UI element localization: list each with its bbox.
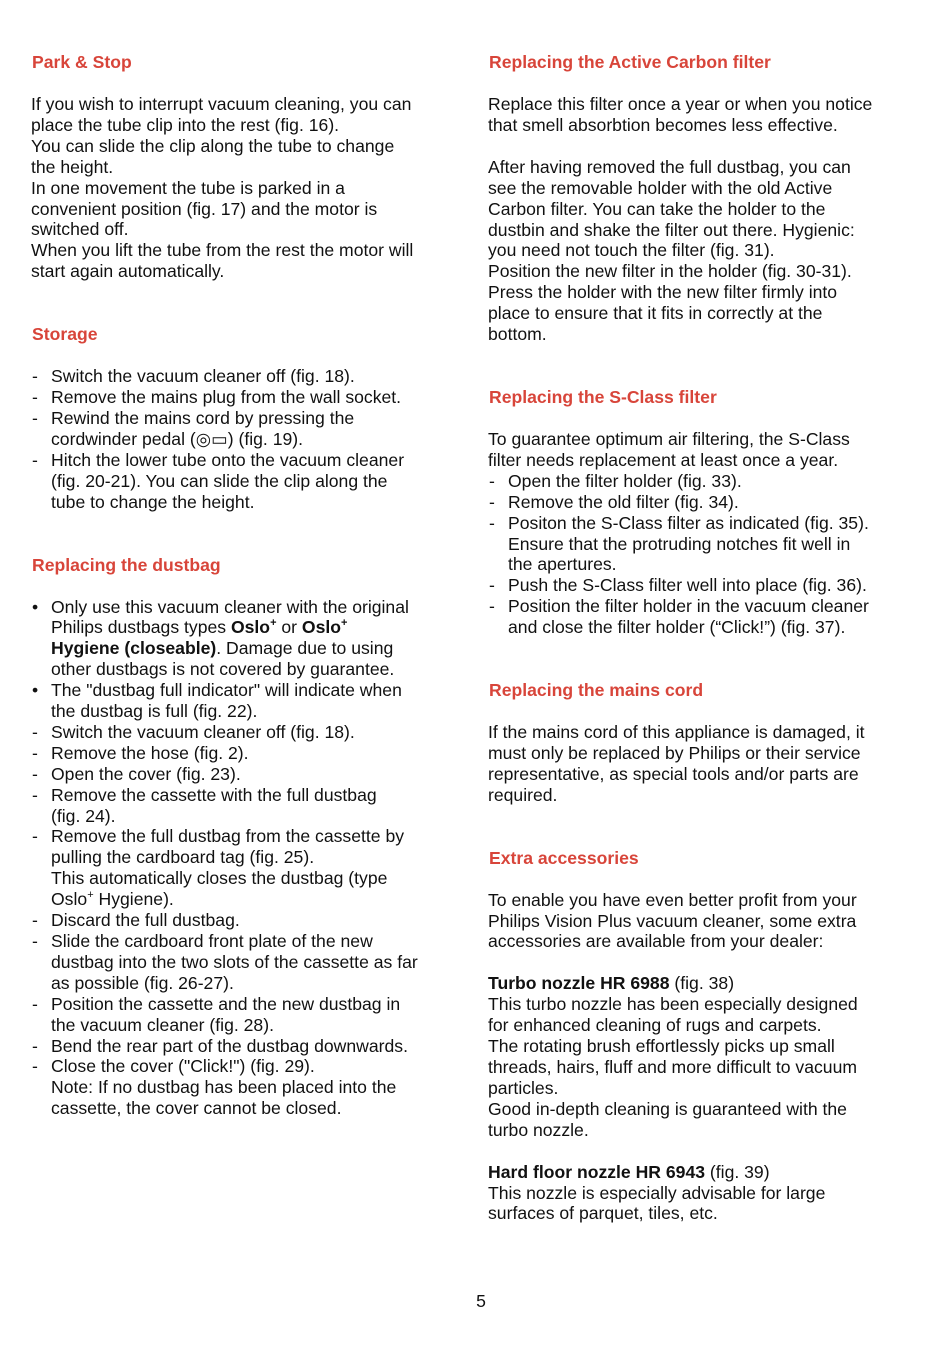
text-line: In one movement the tube is parked in a: [31, 177, 345, 198]
dash-marker: -: [32, 993, 38, 1014]
list-item: [31, 764, 451, 785]
superscript: +: [87, 889, 94, 902]
text-line: and close the filter holder (“Click!”) (fig. 37).: [508, 617, 846, 638]
text-line: (fig. 20-21). You can slide the clip along the: [51, 470, 388, 491]
text-line: Good in-depth cleaning is guaranteed with the: [488, 1098, 847, 1119]
list-item: [31, 722, 451, 743]
text-line: After having removed the full dustbag, you can: [488, 156, 851, 177]
extra-accessories-text: [488, 890, 913, 1225]
text-line: [51, 638, 451, 659]
text-line: Position the cassette and the new dustbag in: [51, 993, 401, 1014]
hard-floor-nozzle-title: [488, 1162, 913, 1183]
text-line: [51, 889, 451, 910]
dash-marker: -: [32, 407, 38, 428]
dash-marker: -: [32, 931, 38, 951]
text-line: threads, hairs, fluff and more difficult to vacuum: [488, 1057, 858, 1077]
text-line: Remove the old filter (fig. 34).: [508, 491, 739, 512]
text-line: Press the holder with the new filter firmly into: [488, 282, 838, 303]
text-line: the vacuum cleaner (fig. 28).: [51, 1014, 274, 1035]
text-line: [51, 617, 451, 638]
text-line: The "dustbag full indicator" will indicate when: [51, 680, 402, 701]
list-item: [31, 994, 451, 1036]
superscript: +: [341, 617, 348, 630]
text-line: To enable you have even better profit from your: [488, 889, 857, 910]
text-span: (fig. 38): [669, 973, 735, 994]
text-span: or: [276, 617, 302, 638]
list-item: [31, 785, 451, 827]
text-line: the dustbag is full (fig. 22).: [51, 701, 258, 722]
dash-marker: -: [489, 470, 495, 491]
text-line: Only use this vacuum cleaner with the original: [51, 596, 409, 617]
product-name: Hard floor nozzle HR 6943: [488, 1161, 706, 1182]
carbon-filter-heading: Replacing the Active Carbon filter: [489, 52, 771, 72]
dash-marker: -: [32, 742, 38, 763]
dash-marker: -: [489, 575, 495, 596]
text-line: Hitch the lower tube onto the vacuum cleaner: [51, 449, 405, 470]
text-line: Open the filter holder (fig. 33).: [508, 470, 742, 491]
list-item: [31, 387, 451, 408]
text-line: accessories are available from your dealer:: [488, 931, 824, 952]
text-line: If you wish to interrupt vacuum cleaning, you can: [31, 94, 412, 114]
list-item: [31, 1036, 451, 1057]
text-line: This automatically closes the dustbag (type: [51, 868, 388, 889]
carbon-filter-text: [488, 94, 913, 345]
text-line: Push the S-Class filter well into place (fig. 36).: [508, 575, 867, 596]
text-line: start again automatically.: [31, 261, 225, 282]
text-line: the height.: [31, 156, 114, 177]
dash-marker: -: [32, 449, 38, 470]
text-line: place to ensure that it fits in correctly at the: [488, 303, 823, 324]
text-line: Replace this filter once a year or when you notice: [488, 94, 873, 114]
dash-marker: -: [32, 387, 38, 408]
sclass-filter-heading: Replacing the S-Class filter: [489, 386, 717, 407]
text-span: cordwinder pedal (: [51, 428, 196, 449]
text-span: . Damage due to using: [216, 638, 394, 659]
dash-marker: -: [32, 366, 38, 387]
list-item: [488, 513, 913, 576]
text-line: Open the cover (fig. 23).: [51, 763, 241, 784]
text-line: other dustbags is not covered by guarantee.: [51, 659, 395, 680]
text-line: turbo nozzle.: [488, 1119, 589, 1140]
mains-cord-heading: Replacing the mains cord: [489, 680, 704, 701]
list-item: [488, 492, 913, 513]
text-line: Remove the full dustbag from the cassette by: [51, 826, 405, 847]
dustbag-heading: Replacing the dustbag: [32, 554, 221, 575]
text-line: Remove the mains plug from the wall socket.: [51, 387, 402, 408]
text-line: This turbo nozzle has been especially designed: [488, 994, 858, 1015]
text-line: cassette, the cover cannot be closed.: [51, 1098, 342, 1119]
list-item: [488, 575, 913, 596]
text-line: pulling the cardboard tag (fig. 25).: [51, 847, 315, 868]
text-line: for enhanced cleaning of rugs and carpets.: [488, 1015, 822, 1036]
text-span: Oslo: [51, 889, 88, 910]
text-line: (fig. 24).: [51, 805, 116, 826]
list-item: [31, 680, 451, 722]
text-span: (fig. 39): [705, 1161, 770, 1182]
list-item: [31, 743, 451, 764]
storage-list: [31, 366, 451, 512]
text-line: see the removable holder with the old Active: [488, 177, 833, 198]
page-number: 5: [476, 1291, 486, 1311]
extra-accessories-heading: Extra accessories: [489, 847, 639, 868]
text-line: filter needs replacement at least once a year.: [488, 449, 839, 470]
product-name: Turbo nozzle HR 6988: [488, 973, 670, 994]
text-line: Carbon filter. You can take the holder to the: [488, 198, 826, 219]
storage-heading: Storage: [32, 324, 98, 345]
text-line: Bend the rear part of the dustbag downwards.: [51, 1035, 408, 1056]
text-line: Remove the cassette with the full dustbag: [51, 784, 377, 805]
text-line: When you lift the tube from the rest the motor will: [31, 240, 414, 261]
text-line: that smell absorbtion becomes less effective.: [488, 114, 838, 135]
list-item: [31, 931, 451, 994]
text-line: must only be replaced by Philips or their service: [488, 742, 861, 763]
text-line: Rewind the mains cord by pressing the: [51, 407, 355, 428]
turbo-nozzle-title: [488, 973, 913, 994]
list-item: [31, 910, 451, 931]
text-line: You can slide the clip along the tube to change: [31, 135, 395, 156]
text-line: This nozzle is especially advisable for large: [488, 1182, 826, 1203]
text-line: [51, 429, 451, 450]
text-line: dustbag into the two slots of the cassette as far: [51, 951, 418, 972]
bullet-marker: •: [32, 596, 39, 617]
text-line: Ensure that the protruding notches fit well in: [508, 533, 851, 554]
sclass-filter-text: [488, 429, 913, 638]
list-item: [31, 450, 451, 513]
text-line: To guarantee optimum air filtering, the S-Class: [488, 428, 850, 449]
text-line: switched off.: [31, 219, 129, 240]
dash-marker: -: [32, 1035, 38, 1056]
text-line: you need not touch the filter (fig. 31).: [488, 240, 775, 261]
dash-marker: -: [32, 826, 38, 847]
park-stop-heading: Park & Stop: [32, 52, 132, 72]
text-line: Philips Vision Plus vacuum cleaner, some extra: [488, 910, 857, 931]
text-line: surfaces of parquet, tiles, etc.: [488, 1203, 718, 1224]
cordwinder-pedal-icon: ◎▭: [195, 428, 228, 449]
text-line: Switch the vacuum cleaner off (fig. 18).: [51, 366, 355, 387]
text-line: Switch the vacuum cleaner off (fig. 18).: [51, 721, 355, 742]
text-span: Hygiene).: [93, 889, 174, 910]
dash-marker: -: [489, 491, 495, 512]
list-item: [488, 596, 913, 638]
text-line: Discard the full dustbag.: [51, 910, 240, 931]
list-item: [31, 366, 451, 387]
text-line: required.: [488, 784, 558, 805]
dash-marker: -: [489, 596, 495, 617]
right-column: [488, 52, 913, 1224]
dustbag-list: [31, 597, 451, 1120]
dash-marker: -: [32, 1056, 38, 1077]
list-item: [31, 408, 451, 450]
left-column: [31, 52, 451, 1119]
text-line: as possible (fig. 26-27).: [51, 972, 234, 993]
product-name: Hygiene (closeable): [51, 638, 217, 659]
mains-cord-text: [488, 722, 913, 806]
park-stop-text: [31, 94, 451, 282]
text-line: Close the cover ("Click!") (fig. 29).: [51, 1056, 315, 1077]
list-item: [31, 826, 451, 910]
text-line: representative, as special tools and/or parts are: [488, 763, 859, 784]
text-line: Position the new filter in the holder (fig. 30-31).: [488, 261, 852, 282]
text-line: particles.: [488, 1077, 559, 1098]
list-item: [488, 471, 913, 492]
dash-marker: -: [32, 910, 38, 931]
dash-marker: -: [489, 512, 495, 533]
text-line: Remove the hose (fig. 2).: [51, 742, 249, 763]
text-line: Slide the cardboard front plate of the new: [51, 931, 373, 951]
list-item: [31, 597, 451, 681]
text-span: ) (fig. 19).: [227, 428, 304, 449]
text-line: Positon the S-Class filter as indicated (fig. 35).: [508, 512, 869, 533]
dash-marker: -: [32, 784, 38, 805]
product-name: Oslo: [301, 617, 342, 638]
text-line: Position the filter holder in the vacuum cleaner: [508, 596, 869, 617]
text-line: place the tube clip into the rest (fig. 16).: [31, 114, 340, 135]
text-line: tube to change the height.: [51, 491, 255, 512]
dash-marker: -: [32, 721, 38, 742]
text-span: Philips dustbags types: [51, 617, 231, 638]
text-line: Note: If no dustbag has been placed into the: [51, 1077, 397, 1098]
superscript: +: [270, 617, 277, 630]
text-line: dustbin and shake the filter out there. Hygienic:: [488, 219, 855, 240]
bullet-marker: •: [32, 680, 39, 701]
product-name: Oslo: [230, 617, 271, 638]
text-line: the apertures.: [508, 554, 617, 575]
list-item: [31, 1056, 451, 1119]
text-line: The rotating brush effortlessly picks up small: [488, 1036, 835, 1057]
text-line: bottom.: [488, 324, 547, 345]
dash-marker: -: [32, 763, 38, 784]
text-line: If the mains cord of this appliance is damaged, it: [488, 722, 865, 743]
text-line: convenient position (fig. 17) and the motor is: [31, 198, 378, 219]
